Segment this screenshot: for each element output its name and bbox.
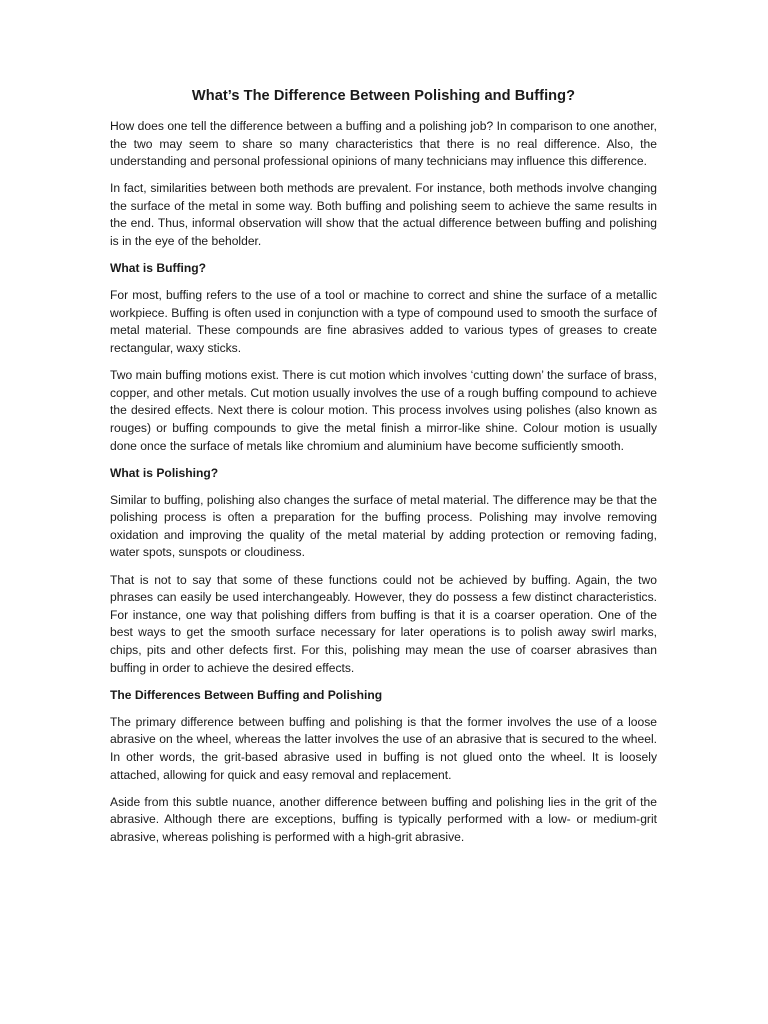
document-page xyxy=(110,86,657,856)
heading-what-is-polishing: What is Polishing? xyxy=(110,465,219,480)
paragraph-buffing-definition: For most, buffing refers to the use of a tool or machine to correct and shine the surface of a metallic workpiece. Buffing is often used in conjunction with a type of compound used to smooth the surface of metal material. These compounds are fine abrasives added to various types of greases to create rectangular, waxy sticks. xyxy=(110,288,657,356)
paragraph-polishing-definition: Similar to buffing, polishing also changes the surface of metal material. The difference may be that the polishing process is often a preparation for the buffing process. Polishing may involve removing oxidation and improving the quality of the metal material by adding protection or removing fading, water spots, sunspots or cloudiness. xyxy=(110,492,657,560)
paragraph-similarities: In fact, similarities between both methods are prevalent. For instance, both methods involve changing the surface of the metal in some way. Both buffing and polishing seem to achieve the same results in the end. Thus, informal observation will show that the actual difference between buffing and polishing is in the eye of the beholder. xyxy=(110,181,657,249)
heading-what-is-buffing: What is Buffing? xyxy=(110,261,207,276)
paragraph-intro: How does one tell the difference between a buffing and a polishing job? In comparison to one another, the two may seem to share so many characteristics that there is no real difference. Also, the understanding and personal professional opinions of many technicians may influence this difference. xyxy=(110,119,657,169)
document-title: What’s The Difference Between Polishing and Buffing? xyxy=(191,88,576,104)
paragraph-grit-difference: Aside from this subtle nuance, another difference between buffing and polishing lies in the grit of the abrasive. Although there are exceptions, buffing is typically performed with a low- or medium-grit abrasive, whereas polishing is performed with a high-grit abrasive. xyxy=(110,794,657,844)
heading-differences: The Differences Between Buffing and Polishing xyxy=(110,687,383,702)
paragraph-primary-difference: The primary difference between buffing and polishing is that the former involves the use of a loose abrasive on the wheel, whereas the latter involves the use of an abrasive that is secured to the wheel. In other words, the grit-based abrasive used in buffing is not glued onto the wheel. It is loosely attached, allowing for quick and easy removal and replacement. xyxy=(110,714,657,782)
paragraph-buffing-motions: Two main buffing motions exist. There is cut motion which involves ‘cutting down’ the surface of brass, copper, and other metals. Cut motion usually involves the use of a rough buffing compound to achieve the desired effects. Next there is colour motion. This process involves using polishes (also known as rouges) or buffing compounds to give the metal finish a mirror-like shine. Colour motion is usually done once the surface of metals like chromium and aluminium have become sufficiently smooth. xyxy=(110,368,657,453)
paragraph-polishing-characteristics: That is not to say that some of these functions could not be achieved by buffing. Again, the two phrases can easily be used interchangeably. However, they do possess a few distinct characteristics. For instance, one way that polishing differs from buffing is that it is a coarser operation. One of the best ways to get the smooth surface necessary for later operations is to polish away swirl marks, chips, pits and other defects first. For this, polishing may mean the use of coarser abrasives than buffing in order to achieve the desired effects. xyxy=(110,572,657,675)
